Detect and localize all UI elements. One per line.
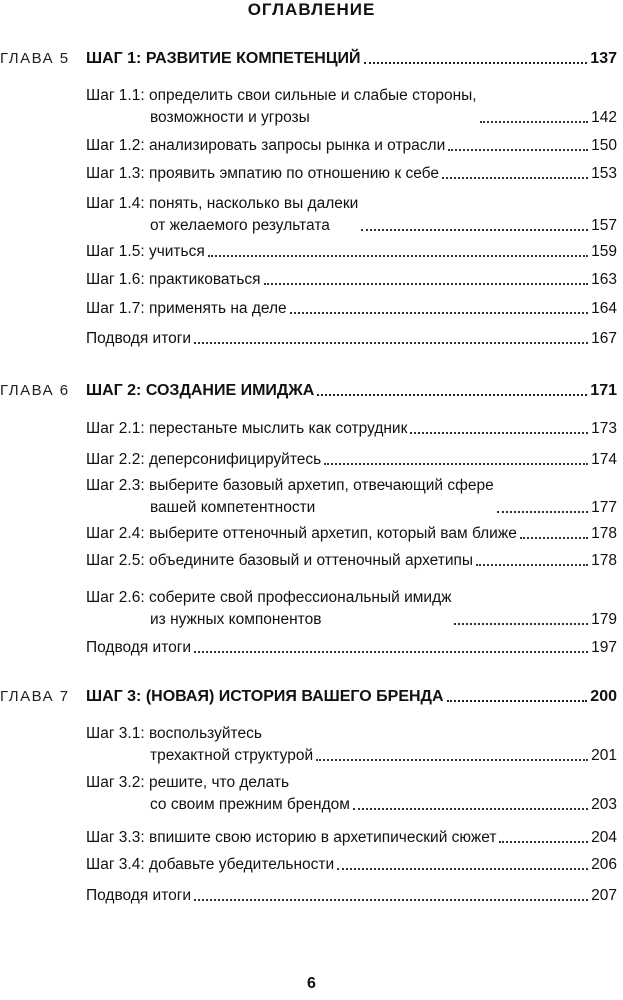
chapter-entry[interactable] bbox=[86, 380, 617, 402]
entry-title: Подводя итоги bbox=[86, 639, 192, 656]
toc-entry[interactable] bbox=[86, 418, 617, 440]
toc-title: ОГЛАВЛЕНИЕ bbox=[247, 0, 376, 19]
entry-page: 164 bbox=[591, 300, 617, 317]
entry-page: 201 bbox=[591, 747, 617, 764]
entry-text bbox=[86, 135, 445, 157]
toc-entry[interactable] bbox=[86, 269, 617, 291]
entry-text bbox=[86, 193, 358, 237]
entry-title: применять на деле bbox=[148, 300, 287, 317]
toc-entry[interactable] bbox=[86, 241, 617, 263]
entry-text bbox=[86, 587, 451, 631]
entry-title: решите, что делать bbox=[148, 774, 290, 791]
entry-title: выберите базовый архетип, отвечающий сфере bbox=[148, 477, 494, 494]
entry-text bbox=[86, 328, 191, 350]
entry-text bbox=[86, 723, 313, 767]
toc-entry[interactable] bbox=[86, 85, 617, 129]
entry-text bbox=[86, 772, 350, 816]
entry-title-continued: вашей компетентности bbox=[150, 499, 316, 516]
entry-title: понять, насколько вы далеки bbox=[148, 195, 359, 212]
leader-dots bbox=[364, 62, 588, 64]
leader-dots bbox=[194, 342, 588, 344]
entry-text bbox=[86, 885, 191, 907]
leader-dots bbox=[317, 394, 587, 396]
entry-label: Шаг 1.3: bbox=[86, 165, 149, 182]
entry-label: Шаг 2.5: bbox=[86, 552, 149, 569]
chapter-number: ГЛАВА 6 bbox=[0, 382, 70, 399]
leader-dots bbox=[499, 841, 588, 843]
entry-label: Шаг 3.3: bbox=[86, 829, 149, 846]
entry-page: 207 bbox=[591, 887, 617, 904]
leader-dots bbox=[264, 283, 589, 285]
toc-entry[interactable] bbox=[86, 854, 617, 876]
entry-title-continued: со своим прежним брендом bbox=[150, 796, 350, 813]
leader-dots bbox=[194, 899, 588, 901]
entry-title: Подводя итоги bbox=[86, 887, 192, 904]
leader-dots bbox=[442, 177, 588, 179]
leader-dots bbox=[316, 759, 588, 761]
chapter-title: ШАГ 1: РАЗВИТИЕ КОМПЕТЕНЦИЙ bbox=[86, 50, 361, 67]
entry-page: 178 bbox=[591, 552, 617, 569]
entry-label: Шаг 3.4: bbox=[86, 856, 149, 873]
toc-entry[interactable] bbox=[86, 523, 617, 545]
entry-page: 159 bbox=[591, 243, 617, 260]
entry-label: Шаг 1.2: bbox=[86, 137, 149, 154]
entry-text bbox=[86, 523, 517, 545]
page-number: 6 bbox=[307, 975, 316, 992]
entry-page: 142 bbox=[591, 109, 617, 126]
entry-page: 177 bbox=[591, 499, 617, 516]
toc-entry[interactable] bbox=[86, 772, 617, 816]
entry-title: выберите оттеночный архетип, который вам ближе bbox=[148, 525, 517, 542]
entry-title-continued: возможности и угрозы bbox=[150, 109, 310, 126]
entry-page: 206 bbox=[591, 856, 617, 873]
entry-title-continued: от желаемого результата bbox=[150, 217, 330, 234]
leader-dots bbox=[448, 149, 588, 151]
entry-page: 163 bbox=[591, 271, 617, 288]
chapter-number: ГЛАВА 5 bbox=[0, 50, 70, 67]
chapter-title: ШАГ 3: (НОВАЯ) ИСТОРИЯ ВАШЕГО БРЕНДА bbox=[86, 688, 444, 705]
toc-entry[interactable] bbox=[86, 723, 617, 767]
entry-label: Шаг 1.1: bbox=[86, 87, 149, 104]
entry-page: 203 bbox=[591, 796, 617, 813]
entry-title: анализировать запросы рынка и отрасли bbox=[148, 137, 446, 154]
entry-title: проявить эмпатию по отношению к себе bbox=[148, 165, 439, 182]
entry-text bbox=[86, 241, 205, 263]
leader-dots bbox=[324, 463, 588, 465]
toc-entry[interactable] bbox=[86, 587, 617, 631]
entry-label: Шаг 2.2: bbox=[86, 451, 149, 468]
entry-text bbox=[86, 85, 477, 129]
leader-dots bbox=[194, 651, 588, 653]
entry-text bbox=[86, 449, 321, 471]
entry-title: воспользуйтесь bbox=[148, 725, 262, 742]
entry-title: добавьте убедительности bbox=[148, 856, 335, 873]
chapter-number: ГЛАВА 7 bbox=[0, 688, 70, 705]
entry-title: объедините базовый и оттеночный архетипы bbox=[148, 552, 474, 569]
toc-entry[interactable] bbox=[86, 475, 617, 519]
toc-entry[interactable] bbox=[86, 885, 617, 907]
chapter-page: 171 bbox=[590, 382, 617, 399]
leader-dots bbox=[476, 564, 588, 566]
entry-title-continued: из нужных компонентов bbox=[150, 611, 322, 628]
toc-entry[interactable] bbox=[86, 827, 617, 849]
leader-dots bbox=[337, 868, 588, 870]
entry-page: 179 bbox=[591, 611, 617, 628]
chapter-entry[interactable] bbox=[86, 686, 617, 708]
entry-text bbox=[86, 298, 287, 320]
entry-title: соберите свой профессиональный имидж bbox=[148, 589, 452, 606]
entry-label: Шаг 2.1: bbox=[86, 420, 149, 437]
leader-dots bbox=[454, 623, 588, 625]
entry-text bbox=[86, 550, 473, 572]
toc-entry[interactable] bbox=[86, 298, 617, 320]
entry-text bbox=[86, 163, 439, 185]
entry-page: 167 bbox=[591, 330, 617, 347]
entry-page: 197 bbox=[591, 639, 617, 656]
entry-text bbox=[86, 637, 191, 659]
entry-label: Шаг 1.4: bbox=[86, 195, 149, 212]
entry-text bbox=[86, 475, 494, 519]
entry-title: перестаньте мыслить как сотрудник bbox=[148, 420, 408, 437]
leader-dots bbox=[290, 312, 588, 314]
leader-dots bbox=[497, 511, 588, 513]
entry-page: 150 bbox=[591, 137, 617, 154]
toc-entry[interactable] bbox=[86, 328, 617, 350]
entry-title: практиковаться bbox=[148, 271, 261, 288]
chapter-page: 137 bbox=[590, 50, 617, 67]
chapter-page: 200 bbox=[590, 688, 617, 705]
entry-title: учиться bbox=[148, 243, 205, 260]
entry-title: определить свои сильные и слабые стороны, bbox=[148, 87, 477, 104]
entry-title: Подводя итоги bbox=[86, 330, 192, 347]
toc-entry[interactable] bbox=[86, 550, 617, 572]
leader-dots bbox=[353, 808, 588, 810]
entry-page: 178 bbox=[591, 525, 617, 542]
leader-dots bbox=[480, 121, 589, 123]
entry-label: Шаг 1.6: bbox=[86, 271, 149, 288]
entry-text bbox=[86, 269, 261, 291]
entry-page: 153 bbox=[591, 165, 617, 182]
toc-entry[interactable] bbox=[86, 135, 617, 157]
entry-title: впишите свою историю в архетипический сюжет bbox=[148, 829, 497, 846]
toc-entry[interactable] bbox=[86, 637, 617, 659]
entry-label: Шаг 2.4: bbox=[86, 525, 149, 542]
leader-dots bbox=[447, 700, 588, 702]
entry-label: Шаг 1.7: bbox=[86, 300, 149, 317]
leader-dots bbox=[410, 432, 588, 434]
toc-entry[interactable] bbox=[86, 449, 617, 471]
entry-text bbox=[86, 827, 496, 849]
entry-page: 204 bbox=[591, 829, 617, 846]
leader-dots bbox=[520, 537, 588, 539]
chapter-title: ШАГ 2: СОЗДАНИЕ ИМИДЖА bbox=[86, 382, 315, 399]
toc-entry[interactable] bbox=[86, 193, 617, 237]
entry-label: Шаг 3.2: bbox=[86, 774, 149, 791]
leader-dots bbox=[361, 229, 588, 231]
entry-text bbox=[86, 854, 334, 876]
entry-label: Шаг 1.5: bbox=[86, 243, 149, 260]
entry-title-continued: трехактной структурой bbox=[150, 747, 314, 764]
entry-label: Шаг 2.3: bbox=[86, 477, 149, 494]
entry-page: 173 bbox=[591, 420, 617, 437]
entry-title: деперсонифицируйтесь bbox=[148, 451, 322, 468]
entry-label: Шаг 2.6: bbox=[86, 589, 149, 606]
entry-page: 157 bbox=[591, 217, 617, 234]
toc-entry[interactable] bbox=[86, 163, 617, 185]
leader-dots bbox=[208, 255, 588, 257]
chapter-entry[interactable] bbox=[86, 48, 617, 70]
entry-label: Шаг 3.1: bbox=[86, 725, 149, 742]
entry-page: 174 bbox=[591, 451, 617, 468]
entry-text bbox=[86, 418, 407, 440]
